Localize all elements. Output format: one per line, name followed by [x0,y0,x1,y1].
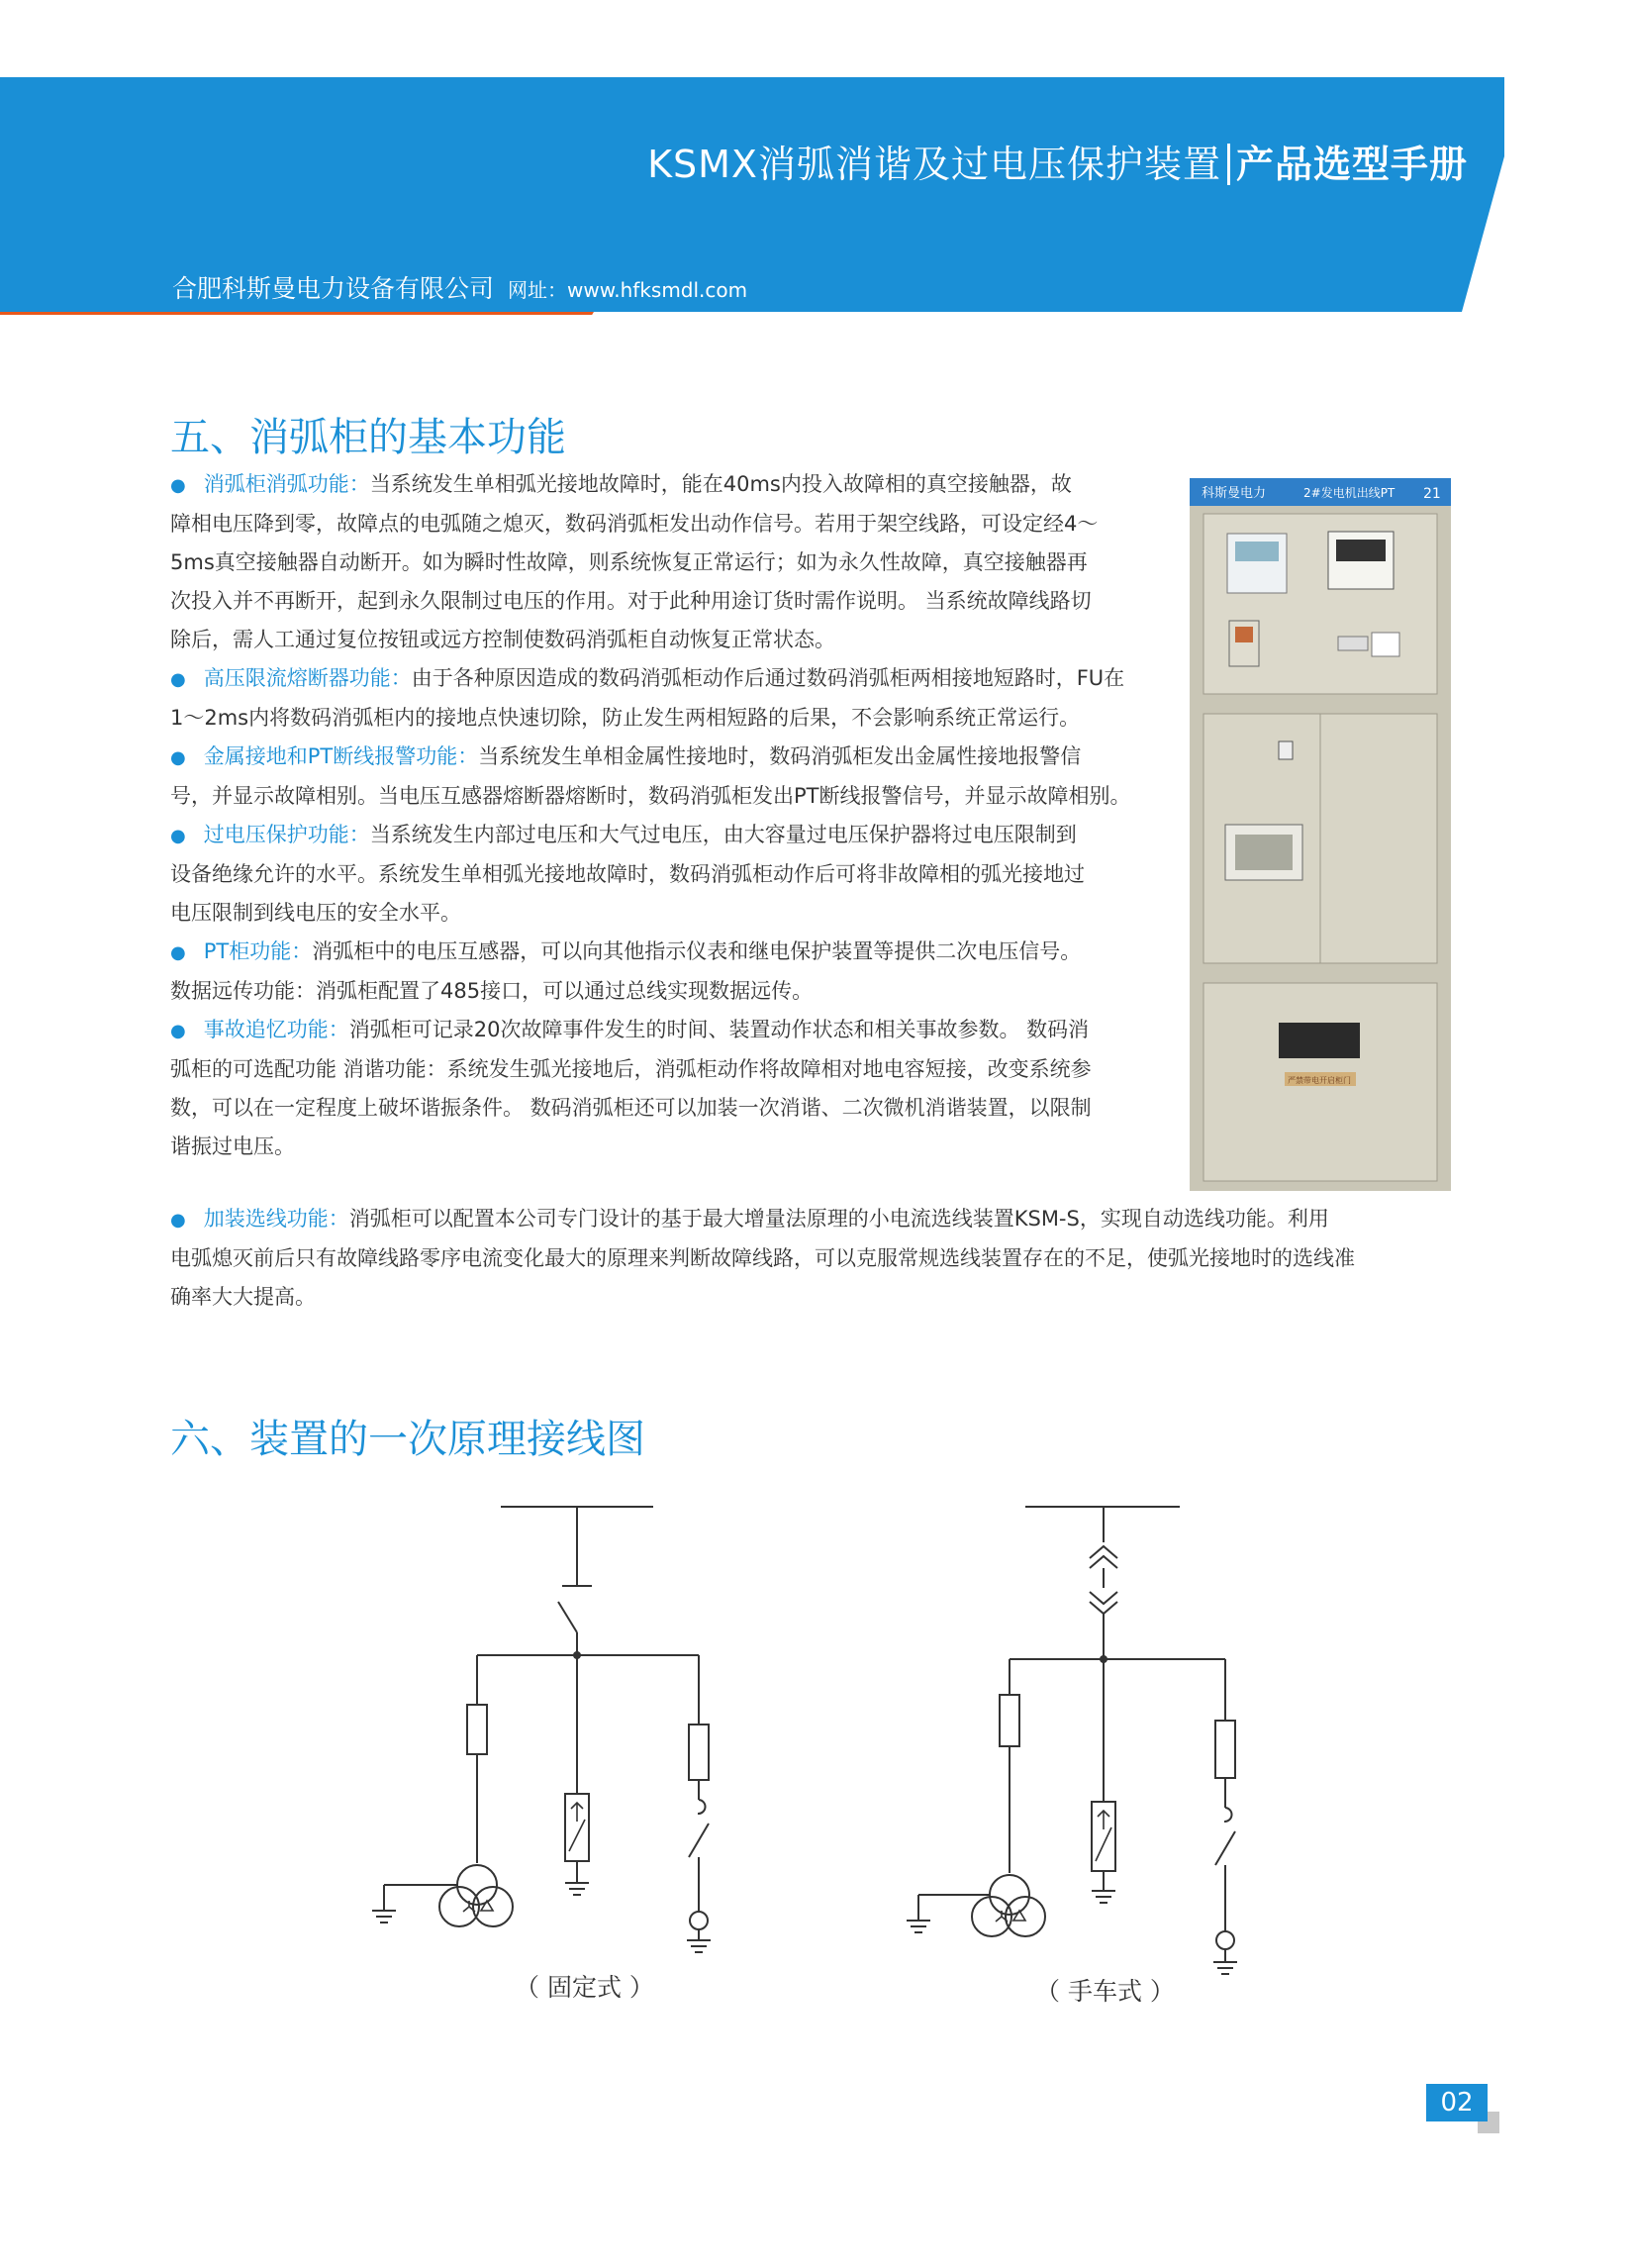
title-separator [1227,144,1230,185]
item-4-line-1: ● 过电压保护功能：当系统发生内部过电压和大气过电压，由大容量过电压保护器将过电压限制到 [170,823,1077,846]
item-1-line-4: 次投入并不再断开，起到永久限制过电压的作用。对于此种用途订货时需作说明。 当系统故障线路切 [170,589,1092,613]
bullet-icon: ● [170,826,186,846]
item-4-line-3: 电压限制到线电压的安全水平。 [170,901,461,925]
item-6-line-1: ● 事故追忆功能：消弧柜可记录20次故障事件发生的时间、装置动作状态和相关事故参数。 数码消 [170,1018,1090,1041]
item-1-line-1: ● 消弧柜消弧功能：当系统发生单相弧光接地故障时，能在40ms内投入故障相的真空接触器，故 [170,472,1072,496]
item-3-line-2: 号，并显示故障相别。当电压互感器熔断器熔断时，数码消弧柜发出PT断线报警信号，并显示故障相别。 [170,784,1131,808]
section-5-heading: 五、消弧柜的基本功能 [170,415,566,460]
item-1-line-5: 除后，需人工通过复位按钮或远方控制使数码消弧柜自动恢复正常状态。 [170,628,835,651]
manual-name: 产品选型手册 [1235,143,1468,186]
item-5-line-1: ● PT柜功能：消弧柜中的电压互感器，可以向其他指示仪表和继电保护装置等提供二次电压信号。 [170,939,1082,963]
item-6-line-4: 谐振过电压。 [170,1134,295,1158]
photo-label: 2#发电机出线PT [1303,486,1395,500]
item-7-line-2: 电弧熄灭前后只有故障线路零序电流变化最大的原理来判断故障线路，可以克服常规选线装置存在的不足，使弧光接地时的选线准 [170,1246,1355,1270]
section-6-heading: 六、装置的一次原理接线图 [170,1417,645,1462]
item-6-line-2: 弧柜的可选配功能 消谐功能：系统发生弧光接地后，消弧柜动作将故障相对地电容短接，改变系统参 [170,1057,1092,1081]
bullet-icon: ● [170,1210,186,1231]
bullet-icon: ● [170,669,186,690]
section-5-body-wide [170,1200,1457,1317]
brochure-title [647,134,1468,188]
handcart-type-wiring-diagram [881,1497,1257,2016]
item-4-line-2: 设备绝缘允许的水平。系统发生单相弧光接地故障时，数码消弧柜动作后可将非故障相的弧光接地过 [170,862,1085,886]
company-name: 合肥科斯曼电力设备有限公司 [172,274,495,303]
item-2-line-2: 1～2ms内将数码消弧柜内的接地点快速切除，防止发生两相短路的后果，不会影响系统正常运行。 [170,706,1081,730]
company-line [172,269,747,305]
product-name: KSMX消弧消谐及过电压保护装置 [647,143,1221,186]
bullet-icon: ● [170,1021,186,1041]
item-5-line-2: 数据远传功能：消弧柜配置了485接口，可以通过总线实现数据远传。 [170,979,814,1003]
item-7-line-3: 确率大大提高。 [170,1285,316,1309]
bullet-icon: ● [170,747,186,768]
item-7-line-1: ● 加装选线功能：消弧柜可以配置本公司专门设计的基于最大增量法原理的小电流选线装置KSM-S，实现自动选线功能。利用 [170,1207,1329,1231]
caption-fixed: （ 固定式 ） [515,1973,654,2002]
photo-brand: 科斯曼电力 [1202,486,1267,501]
caption-handcart: （ 手车式 ） [1035,1977,1175,2006]
item-1-line-2: 障相电压降到零，故障点的电弧随之熄灭，数码消弧柜发出动作信号。若用于架空线路，可设定经4～ [170,512,1099,536]
section-5-body-narrow [170,465,1180,1166]
cabinet-photo [1190,478,1451,1191]
item-6-line-3: 数，可以在一定程度上破坏谐振条件。 数码消弧柜还可以加装一次消谐、二次微机消谐装置，以限制 [170,1096,1092,1120]
item-3-line-1: ● 金属接地和PT断线报警功能：当系统发生单相金属性接地时，数码消弧柜发出金属性接地报警信 [170,744,1082,768]
website: 网址：www.hfksmdl.com [508,278,748,302]
page-number: 02 [1426,2084,1488,2121]
item-2-line-1: ● 高压限流熔断器功能：由于各种原因造成的数码消弧柜动作后通过数码消弧柜两相接地短路时，FU在 [170,666,1125,690]
photo-warning-plate: 严禁带电开启柜门 [1288,1076,1351,1085]
fixed-type-wiring-diagram [366,1497,722,2006]
item-1-line-3: 5ms真空接触器自动断开。如为瞬时性故障，则系统恢复正常运行；如为永久性故障，真空接触器再 [170,550,1088,574]
bullet-icon: ● [170,942,186,963]
bullet-icon: ● [170,475,186,496]
photo-number: 21 [1423,486,1441,502]
